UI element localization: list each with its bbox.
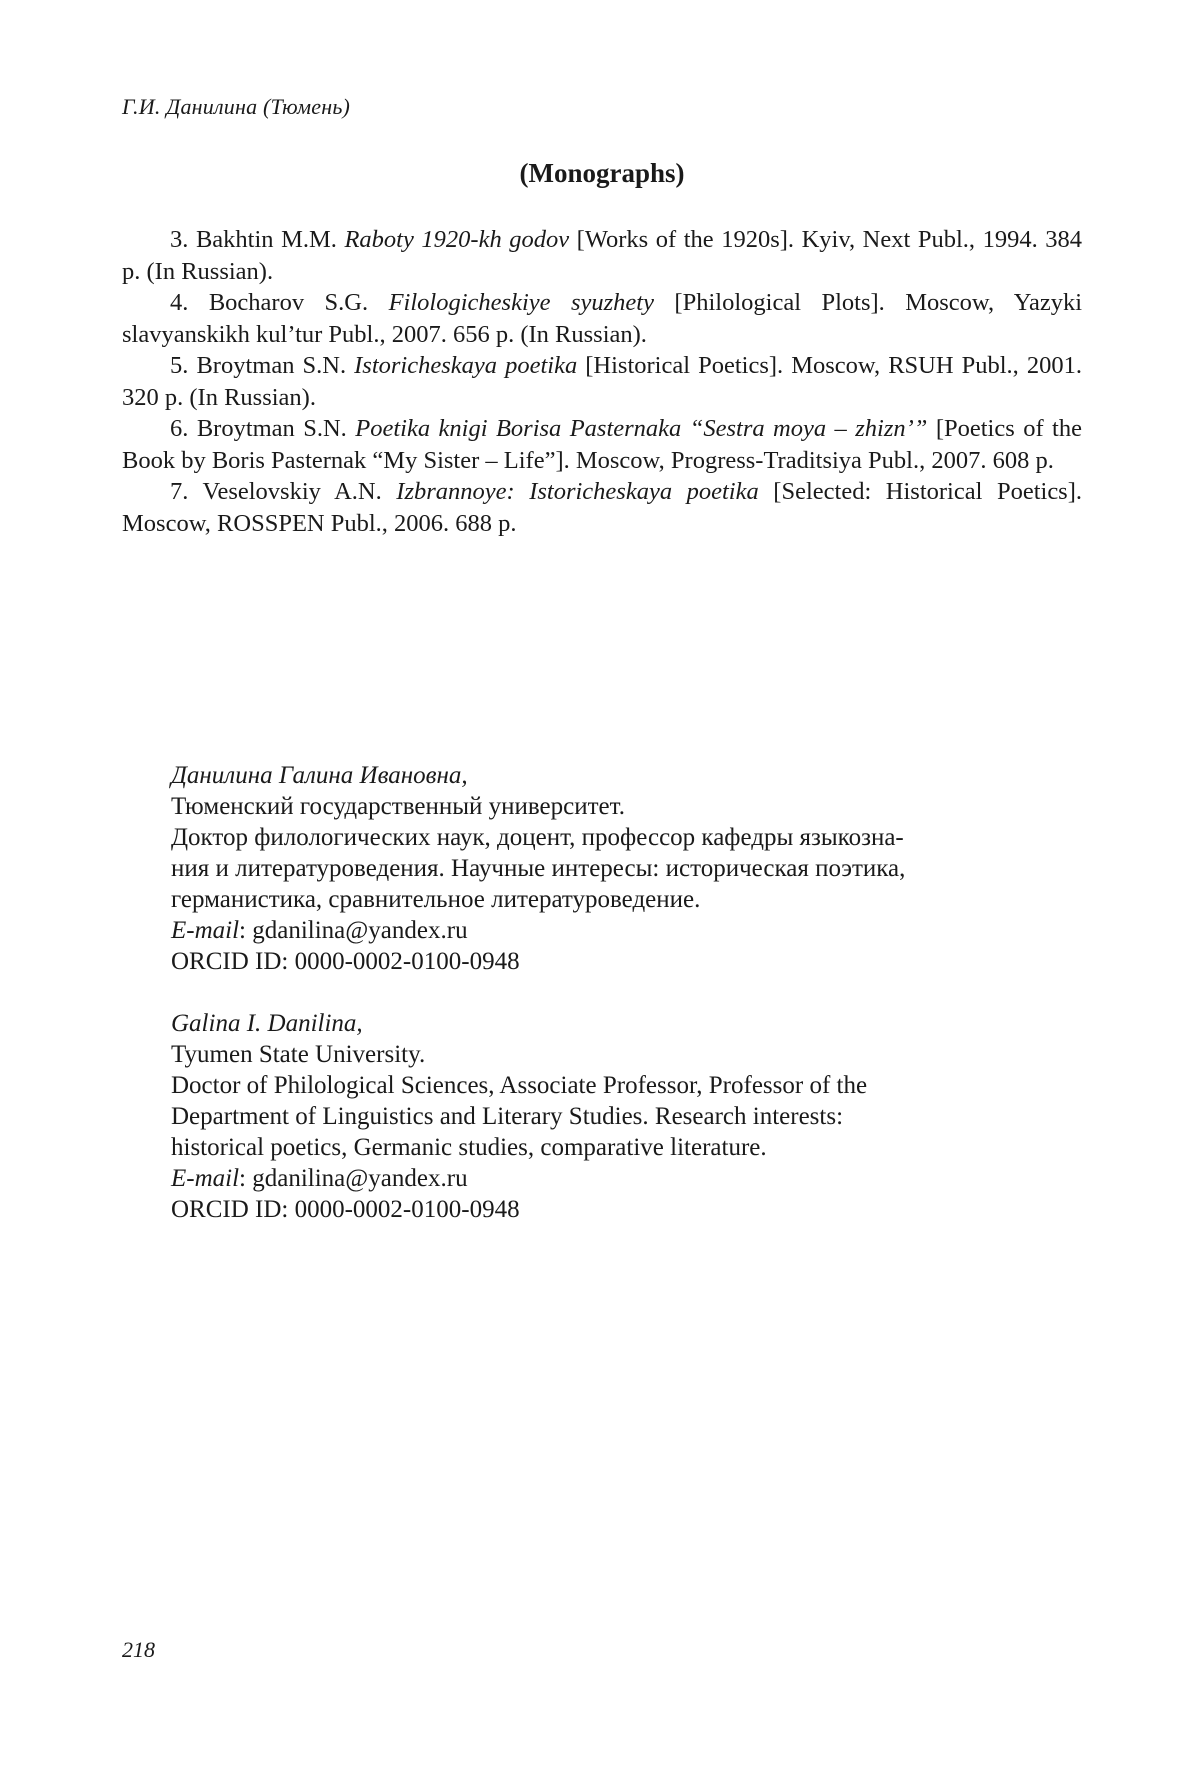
reference-title: Raboty 1920-kh godov	[344, 226, 570, 253]
email-label: E-mail	[171, 1165, 240, 1192]
reference-details: [Works of the 1920s]. Kyiv, Next Publ., 1994. 384 p. (In Russian).	[122, 226, 1083, 285]
reference-authors: Broytman S.N.	[196, 352, 355, 379]
reference-number: 3.	[170, 226, 196, 253]
section-title: (Monographs)	[519, 158, 685, 188]
email-link[interactable]: : gdanilina@yandex.ru	[239, 917, 468, 944]
reference-number: 4.	[170, 289, 209, 316]
author-email	[171, 915, 1091, 946]
author-position-line: германистика, сравнительное литературоведение.	[171, 886, 701, 913]
author-position-line: Doctor of Philological Sciences, Associate Professor, Professor of the	[171, 1072, 868, 1099]
reference-authors: Broytman S.N.	[196, 415, 356, 442]
reference-authors: Veselovskiy A.N.	[202, 478, 397, 505]
reference-details: [Historical Poetics]. Moscow, RSUH Publ., 2001. 320 p. (In Russian).	[122, 352, 1082, 411]
author-position-line: Доктор филологических наук, доцент, профессор кафедры языкозна-	[171, 824, 904, 851]
reference-item	[122, 476, 1082, 539]
page-number: 218	[122, 1637, 155, 1662]
author-email	[171, 1163, 1091, 1194]
reference-item	[122, 287, 1082, 350]
email-label: E-mail	[171, 917, 240, 944]
running-head: Г.И. Данилина (Тюмень)	[122, 94, 351, 119]
author-position-line: historical poetics, Germanic studies, comparative literature.	[171, 1134, 767, 1161]
reference-authors: Bocharov S.G.	[208, 289, 389, 316]
author-name: Galina I. Danilina,	[171, 1010, 363, 1037]
author-info-russian	[171, 760, 1091, 977]
reference-title: Poetika knigi Borisa Pasternaka “Sestra moya – zhizn’”	[355, 415, 928, 442]
reference-title: Istoricheskaya poetika	[354, 352, 578, 379]
author-position-line: Department of Linguistics and Literary Studies. Research interests:	[171, 1103, 844, 1130]
reference-item	[122, 350, 1082, 413]
author-affiliation: Тюменский государственный университет.	[171, 793, 625, 820]
reference-item	[122, 413, 1082, 476]
reference-details: [Poetics of the Book by Boris Pasternak “My Sister – Life”]. Moscow, Progress-Traditsiya Publ., 2007. 608 p.	[122, 415, 1082, 474]
reference-list	[122, 224, 1082, 539]
reference-title: Filologicheskiye syuzhety	[388, 289, 654, 316]
reference-details: [Philological Plots]. Moscow, Yazyki slavyanskikh kul’tur Publ., 2007. 656 p. (In Russian).	[122, 289, 1083, 348]
author-orcid: ORCID ID: 0000-0002-0100-0948	[171, 1196, 520, 1223]
author-name: Данилина Галина Ивановна,	[171, 762, 468, 789]
reference-number: 6.	[170, 415, 197, 442]
reference-authors: Bakhtin M.M.	[195, 226, 345, 253]
reference-title: Izbrannoye: Istoricheskaya poetika	[396, 478, 759, 505]
reference-details: [Selected: Historical Poetics]. Moscow, ROSSPEN Publ., 2006. 688 p.	[122, 478, 1083, 537]
author-position-line: ния и литературоведения. Научные интересы: историческая поэтика,	[171, 855, 906, 882]
author-affiliation: Tyumen State University.	[171, 1041, 426, 1068]
author-info-english	[171, 1008, 1091, 1225]
author-orcid: ORCID ID: 0000-0002-0100-0948	[171, 948, 520, 975]
reference-number: 5.	[170, 352, 197, 379]
email-link[interactable]: : gdanilina@yandex.ru	[239, 1165, 468, 1192]
reference-number: 7.	[170, 478, 203, 505]
reference-item	[122, 224, 1082, 287]
